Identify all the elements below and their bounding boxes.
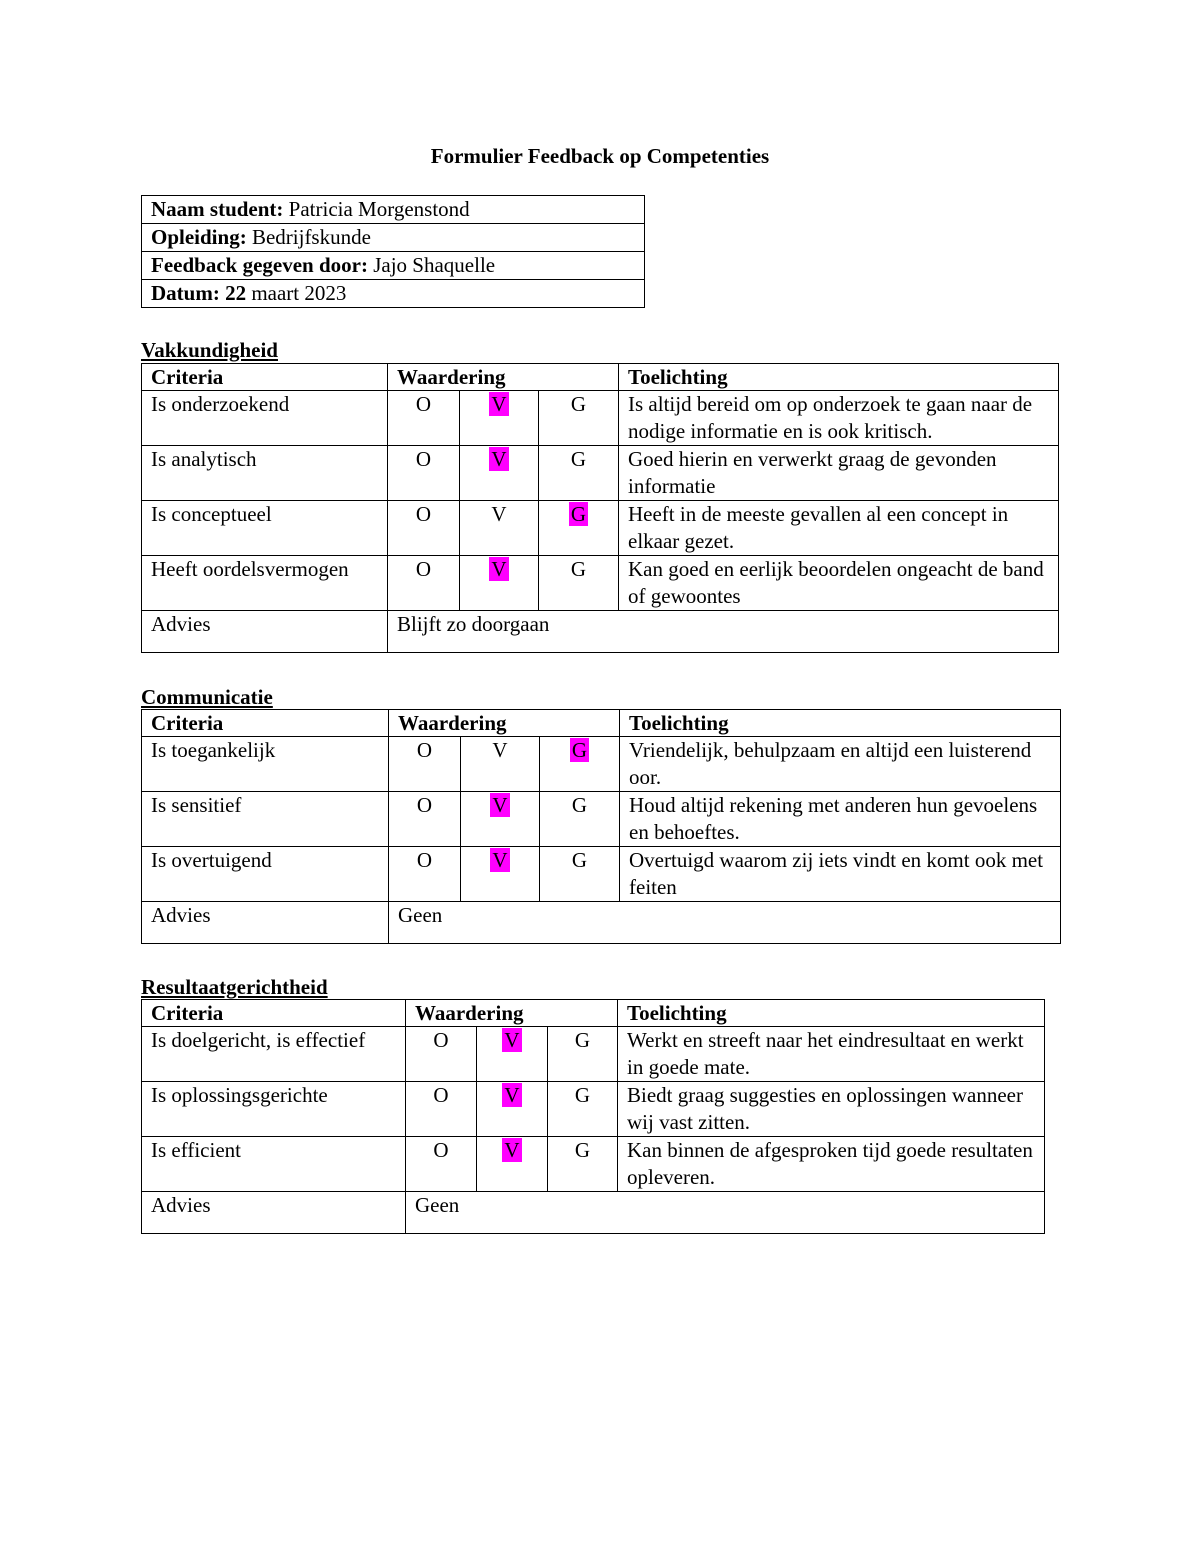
rating-cell-v bbox=[477, 1137, 548, 1192]
table-row bbox=[142, 847, 1061, 902]
rating-cell-v bbox=[460, 391, 539, 446]
table-row bbox=[142, 737, 1061, 792]
header-toelichting: Toelichting bbox=[618, 1000, 1045, 1027]
criterion-cell: Is sensitief bbox=[142, 792, 389, 847]
advice-value: Geen bbox=[406, 1192, 1045, 1234]
section-table bbox=[141, 999, 1045, 1234]
info-cell bbox=[142, 196, 645, 224]
criterion-cell: Is oplossingsgerichte bbox=[142, 1082, 406, 1137]
section-title: Vakkundigheid bbox=[141, 338, 278, 362]
rating-cell-g bbox=[539, 556, 619, 611]
form-title: Formulier Feedback op Competenties bbox=[430, 144, 770, 168]
rating-cell-o bbox=[406, 1082, 477, 1137]
rating-cell-v bbox=[460, 556, 539, 611]
info-row-feedback bbox=[142, 252, 645, 280]
student-value: Patricia Morgenstond bbox=[288, 197, 470, 221]
opleiding-label: Opleiding: bbox=[151, 225, 247, 249]
header-toelichting: Toelichting bbox=[620, 710, 1061, 737]
header-row bbox=[142, 364, 1059, 391]
student-info-table bbox=[141, 195, 645, 308]
header-criteria: Criteria bbox=[142, 710, 389, 737]
comment-cell: Vriendelijk, behulpzaam en altijd een luisterend oor. bbox=[620, 737, 1061, 792]
rating-mark: O bbox=[416, 793, 433, 817]
comment-cell: Goed hierin en verwerkt graag de gevonden informatie bbox=[619, 446, 1059, 501]
rating-cell-o bbox=[388, 556, 460, 611]
rating-mark: V bbox=[504, 1138, 520, 1162]
rating-cell-o bbox=[388, 391, 460, 446]
table-row bbox=[142, 1137, 1045, 1192]
advice-value: Blijft zo doorgaan bbox=[388, 611, 1059, 653]
section-table bbox=[141, 709, 1061, 944]
criterion-cell: Is analytisch bbox=[142, 446, 388, 501]
rating-cell-o bbox=[406, 1027, 477, 1082]
header-toelichting: Toelichting bbox=[619, 364, 1059, 391]
rating-mark: G bbox=[570, 557, 587, 581]
section-title: Communicatie bbox=[141, 685, 273, 709]
info-row-opleiding bbox=[142, 224, 645, 252]
rating-cell-o bbox=[389, 847, 461, 902]
rating-cell-o bbox=[388, 501, 460, 556]
table-row bbox=[142, 1082, 1045, 1137]
header-row bbox=[142, 1000, 1045, 1027]
table-row bbox=[142, 792, 1061, 847]
comment-cell: Is altijd bereid om op onderzoek te gaan naar de nodige informatie en is ook kritisch. bbox=[619, 391, 1059, 446]
rating-mark: O bbox=[415, 557, 432, 581]
rating-cell-v bbox=[461, 737, 540, 792]
datum-rest: maart 2023 bbox=[251, 281, 347, 305]
feedback-label: Feedback gegeven door: bbox=[151, 253, 368, 277]
advice-label: Advies bbox=[142, 611, 388, 653]
rating-mark: O bbox=[415, 447, 432, 471]
rating-mark: G bbox=[574, 1083, 591, 1107]
rating-cell-o bbox=[388, 446, 460, 501]
comment-cell: Biedt graag suggesties en oplossingen wanneer wij vast zitten. bbox=[618, 1082, 1045, 1137]
rating-mark: O bbox=[415, 502, 432, 526]
criterion-cell: Is overtuigend bbox=[142, 847, 389, 902]
info-row-datum bbox=[142, 280, 645, 308]
advice-label: Advies bbox=[142, 902, 389, 944]
criterion-cell: Is conceptueel bbox=[142, 501, 388, 556]
rating-mark: V bbox=[504, 1083, 520, 1107]
rating-cell-g bbox=[548, 1137, 618, 1192]
comment-cell: Heeft in de meeste gevallen al een concept in elkaar gezet. bbox=[619, 501, 1059, 556]
rating-cell-o bbox=[389, 737, 461, 792]
rating-cell-g bbox=[540, 847, 620, 902]
rating-cell-v bbox=[460, 446, 539, 501]
comment-cell: Kan goed en eerlijk beoordelen ongeacht de band of gewoontes bbox=[619, 556, 1059, 611]
table-row bbox=[142, 446, 1059, 501]
rating-cell-g bbox=[539, 501, 619, 556]
rating-mark: V bbox=[492, 793, 508, 817]
rating-mark: O bbox=[416, 848, 433, 872]
info-cell bbox=[142, 224, 645, 252]
rating-cell-v bbox=[477, 1027, 548, 1082]
rating-cell-o bbox=[389, 792, 461, 847]
criterion-cell: Is toegankelijk bbox=[142, 737, 389, 792]
rating-mark: G bbox=[571, 793, 588, 817]
rating-mark: V bbox=[504, 1028, 520, 1052]
header-row bbox=[142, 710, 1061, 737]
header-waardering: Waardering bbox=[388, 364, 619, 391]
rating-mark: O bbox=[415, 392, 432, 416]
criterion-cell: Heeft oordelsvermogen bbox=[142, 556, 388, 611]
opleiding-value: Bedrijfskunde bbox=[251, 225, 371, 249]
rating-cell-v bbox=[477, 1082, 548, 1137]
rating-mark: O bbox=[433, 1138, 449, 1162]
rating-mark: G bbox=[574, 1028, 591, 1052]
rating-mark: V bbox=[492, 848, 508, 872]
rating-cell-g bbox=[539, 446, 619, 501]
rating-cell-o bbox=[406, 1137, 477, 1192]
rating-mark: G bbox=[574, 1138, 591, 1162]
rating-mark: V bbox=[491, 502, 507, 526]
rating-mark: G bbox=[571, 738, 588, 762]
rating-mark: O bbox=[433, 1028, 449, 1052]
comment-cell: Overtuigd waarom zij iets vindt en komt ook met feiten bbox=[620, 847, 1061, 902]
rating-mark: O bbox=[433, 1083, 449, 1107]
table-row bbox=[142, 501, 1059, 556]
feedback-value: Jajo Shaquelle bbox=[373, 253, 496, 277]
section-table bbox=[141, 363, 1059, 653]
info-cell bbox=[142, 252, 645, 280]
section-title: Resultaatgerichtheid bbox=[141, 975, 328, 999]
rating-mark: G bbox=[571, 848, 588, 872]
rating-cell-g bbox=[540, 792, 620, 847]
header-waardering: Waardering bbox=[406, 1000, 618, 1027]
header-criteria: Criteria bbox=[142, 1000, 406, 1027]
advice-row bbox=[142, 902, 1061, 944]
advice-value: Geen bbox=[389, 902, 1061, 944]
datum-label: Datum: bbox=[151, 281, 220, 305]
rating-mark: O bbox=[416, 738, 433, 762]
rating-mark: V bbox=[491, 557, 507, 581]
rating-cell-v bbox=[461, 792, 540, 847]
rating-mark: G bbox=[570, 447, 587, 471]
header-criteria: Criteria bbox=[142, 364, 388, 391]
criterion-cell: Is doelgericht, is effectief bbox=[142, 1027, 406, 1082]
rating-cell-g bbox=[540, 737, 620, 792]
comment-cell: Werkt en streeft naar het eindresultaat en werkt in goede mate. bbox=[618, 1027, 1045, 1082]
datum-day: 22 bbox=[225, 281, 247, 305]
criterion-cell: Is onderzoekend bbox=[142, 391, 388, 446]
info-row-student bbox=[142, 196, 645, 224]
table-row bbox=[142, 556, 1059, 611]
rating-mark: V bbox=[491, 447, 507, 471]
rating-mark: G bbox=[570, 502, 587, 526]
rating-cell-v bbox=[461, 847, 540, 902]
rating-cell-g bbox=[539, 391, 619, 446]
rating-mark: G bbox=[570, 392, 587, 416]
advice-label: Advies bbox=[142, 1192, 406, 1234]
rating-mark: V bbox=[491, 392, 507, 416]
rating-cell-v bbox=[460, 501, 539, 556]
advice-row bbox=[142, 1192, 1045, 1234]
table-row bbox=[142, 391, 1059, 446]
info-cell bbox=[142, 280, 645, 308]
comment-cell: Kan binnen de afgesproken tijd goede resultaten opleveren. bbox=[618, 1137, 1045, 1192]
rating-mark: V bbox=[492, 738, 508, 762]
advice-row bbox=[142, 611, 1059, 653]
rating-cell-g bbox=[548, 1027, 618, 1082]
table-row bbox=[142, 1027, 1045, 1082]
rating-cell-g bbox=[548, 1082, 618, 1137]
student-label: Naam student: bbox=[151, 197, 284, 221]
header-waardering: Waardering bbox=[389, 710, 620, 737]
comment-cell: Houd altijd rekening met anderen hun gevoelens en behoeftes. bbox=[620, 792, 1061, 847]
criterion-cell: Is efficient bbox=[142, 1137, 406, 1192]
